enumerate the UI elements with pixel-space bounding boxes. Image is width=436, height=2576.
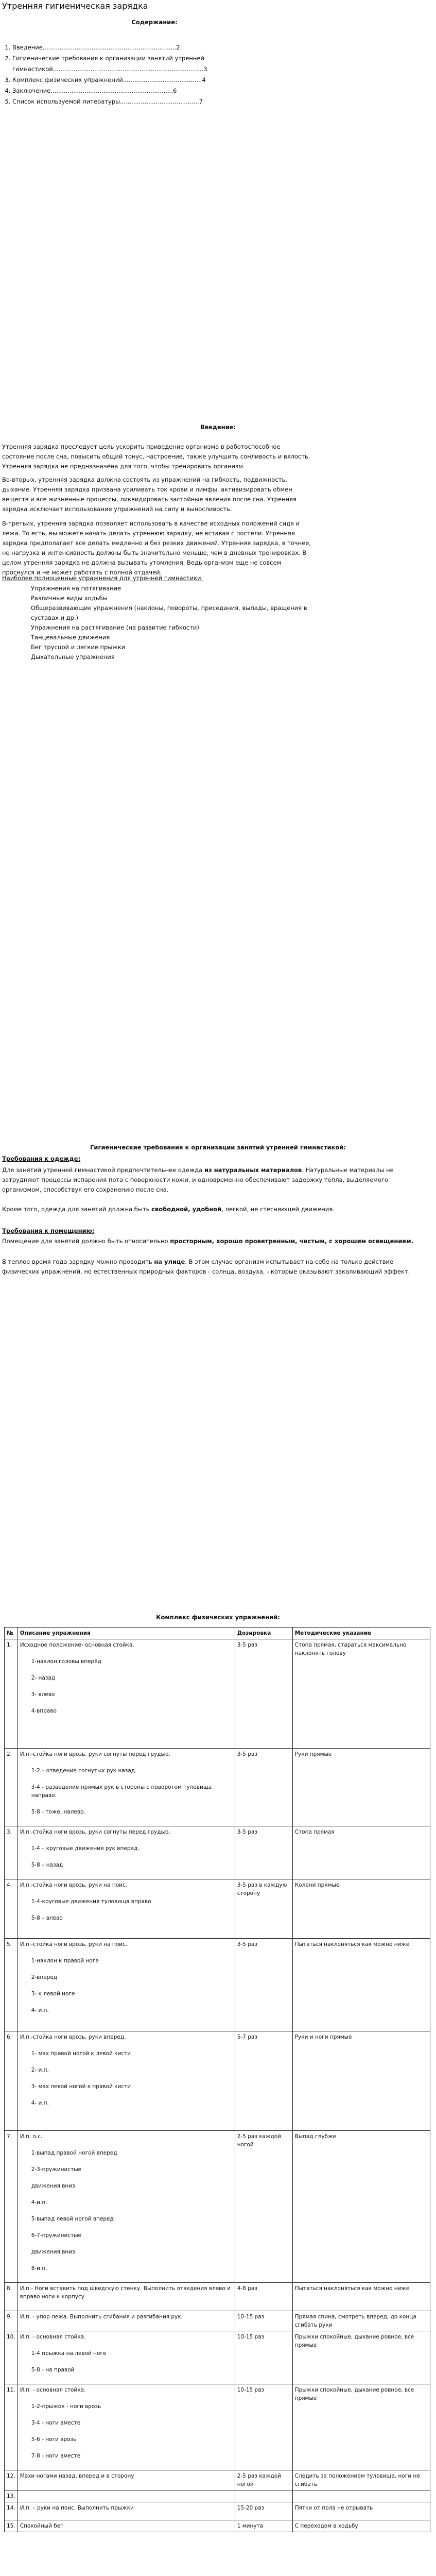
toc-list [4, 42, 311, 107]
row-notes: Руки прямые [292, 1749, 430, 1826]
exercise-list-item: Танцевальные движения [31, 634, 110, 641]
exercise-list-item: Дыхательные упражнения [31, 653, 115, 660]
intro-heading: Введение: [200, 423, 236, 431]
exercise-list-heading: Наиболее полноценные упражнения для утренней гимнастики: [2, 574, 203, 582]
header-dosage: Дозировка [235, 1628, 292, 1639]
row-number: 5. [5, 1939, 18, 2031]
toc-item[interactable]: 3. Комплекс физических упражнений..........................................4 [12, 75, 311, 86]
description-line: 5-8 – назад [31, 1862, 63, 1868]
table-row [5, 1826, 430, 1879]
row-number: 6. [5, 2031, 18, 2131]
row-description [18, 1939, 235, 2031]
description-line: 1-2-прыжок - ноги врозь [31, 2403, 101, 2410]
row-number: 11. [5, 2384, 18, 2470]
row-description [18, 2502, 235, 2520]
description-line: 1-наклон к правой ноге [31, 1958, 99, 1964]
row-dosage: 3-5 раз в каждую сторону [235, 1879, 292, 1939]
description-line: И.п. - основная стойка. [20, 2387, 86, 2393]
description-line: 1-выпад правой ногой вперед [31, 2150, 117, 2156]
table-row [5, 2384, 430, 2470]
row-description [18, 2470, 235, 2490]
intro-paragraph-3: В-третьих, утренняя зарядка позволяет использовать в качестве исходных положений сидя и лежа. То есть, вы можете начать делать утреннюю зарядку, не вставая с постели. Утренняя зарядка предполагает все делать медленно и без резких движений. Утренняя зарядка, в точнее, не нагрузка и интенсивность должны быть значительно меньше, чем в дневных тренировках. В целом утренняя зарядка не должна вызывать утомления. Ведь организм еще не совсем проснулся и не может работать с полной отдачей. [2, 520, 311, 576]
row-dosage: 4-8 раз [235, 2283, 292, 2311]
row-number: 8. [5, 2283, 18, 2311]
row-description [18, 2311, 235, 2331]
table-row [5, 2131, 430, 2283]
description-line: 6-7-пружинистые [31, 2232, 81, 2239]
description-line: Исходное положение- основная стойка. [20, 1642, 134, 1648]
row-dosage: 3-5 раз [235, 1749, 292, 1826]
description-line: И.п.-стойка ноги врозь, руки согнуты перед грудью. [20, 1751, 170, 1757]
row-description [18, 1826, 235, 1879]
row-notes: Выпад глубже [292, 2131, 430, 2283]
description-line: И.п.-стойка ноги врозь, руки на поис. [20, 1941, 128, 1947]
row-dosage: 3-5 раз [235, 1826, 292, 1879]
description-line: Махи ногами назад, вперед и в сторону [20, 2473, 134, 2479]
table-row [5, 2311, 430, 2331]
description-line: движения вниз [31, 2183, 75, 2189]
exercise-list [2, 584, 311, 662]
toc-heading: Содержание: [131, 19, 178, 26]
row-notes: Стопа прямая [292, 1826, 430, 1879]
description-line: 5-8 – влево [31, 1915, 63, 1921]
row-notes: С переходом в ходьбу [292, 2520, 430, 2532]
exercise-list-item: Упражнения на растягивание (на развитие гибкости) [31, 624, 199, 631]
description-line: 7-8 - ноги вместе [31, 2453, 81, 2459]
table-row [5, 2283, 430, 2311]
row-number: 3. [5, 1826, 18, 1879]
description-line: 3- к левой ноге [31, 1991, 75, 1997]
row-number: 4. [5, 1879, 18, 1939]
row-dosage: 15-20 раз [235, 2502, 292, 2520]
table-row [5, 1939, 430, 2031]
row-dosage: 10-15 раз [235, 2331, 292, 2384]
row-notes: Стопа прямая, стараться максимально наклонять голову [292, 1639, 430, 1749]
description-line: 2-вперед [31, 1974, 58, 1980]
table-row [5, 2490, 430, 2502]
table-row [5, 2031, 430, 2131]
row-number: 1. [5, 1639, 18, 1749]
clothing-section-title: Требования к одежде: [2, 1155, 81, 1162]
description-line: 5-8 - тоже, налево. [31, 1809, 85, 1815]
description-line: И.п. - упор лежа. Выполнить сгибания и разгибания рук. [20, 2314, 183, 2320]
table-row [5, 2520, 430, 2532]
row-dosage: 3-5 раз [235, 1939, 292, 2031]
clothing-paragraph-1: Для занятий утренней гимнастикой предпочтительнее одежда из натуральных материалов. Натуральные материалы не затрудняют процессы испарения пота с поверхности кожи, и одновременно обеспечивают задержку тепла, выделяемого организмом, способствуя его сохранению после сна. [2, 1166, 394, 1193]
row-description [18, 1639, 235, 1749]
table-row [5, 1639, 430, 1749]
table-row [5, 1879, 430, 1939]
row-description [18, 2490, 235, 2502]
description-line: 8-и.п. [31, 2265, 47, 2272]
description-line: И.п. – руки на поис. Выполнить прыжки [20, 2505, 134, 2511]
row-description [18, 2131, 235, 2283]
row-description [18, 2031, 235, 2131]
document-title: Утренняя гигиеническая зарядка [2, 1, 148, 11]
header-number: № [5, 1628, 18, 1639]
toc-item[interactable]: 1. Введение.......................................................................2 [12, 42, 311, 53]
room-paragraph-2: В теплое время года зарядку можно проводить на улице. В этом случае организм испытывает на себе на только действие физических упражнений, но естественных природных факторов - солнца, воздуха, - которые оказывают закаливающий эффект. [2, 1258, 410, 1275]
row-dosage: 5-7 раз [235, 2031, 292, 2131]
description-line: 5-6 - ноги врозь [31, 2436, 77, 2443]
description-line: 1-4-круговые движения туловища вправо [31, 1899, 151, 1905]
row-dosage: 1 минута [235, 2520, 292, 2532]
row-notes: Следить за положением туловища, ноги не сгибать [292, 2470, 430, 2490]
description-line: 1- мах правой ногой к левой кисти [31, 2050, 131, 2057]
description-line: 3-4 - разведение прямых рук в стороны с поворотом туловища направо. [31, 1784, 212, 1799]
description-line: И.п. о.с. [20, 2133, 43, 2140]
row-notes: Руки и ноги прямые [292, 2031, 430, 2131]
row-description [18, 1879, 235, 1939]
row-number: 12. [5, 2470, 18, 2490]
row-notes: Пытаться наклоняться как можно ниже [292, 1939, 430, 2031]
description-line: И.п.- Ноги вставить под шведскую стенку. Выполнить отведения влево и вправо ноги к корпусу [20, 2285, 231, 2300]
toc-item[interactable]: 2. Гигиенические требования к организации занятий утренней гимнастикой................................................................................3 [12, 53, 311, 75]
intro-paragraph-2: Во-вторых, утренняя зарядка должна состоять из упражнений на гибкость, подвижность, дыхание. Утренняя зарядка призвана усиливать ток крови и лимфы, активизировать обмен веществ и все жизненные процессы, ликвидировать застойные явления после сна. Утренняя зарядка исключает использование упражнений на силу и выносливость. [2, 476, 297, 513]
row-dosage: 2-5 раз каждой ногой [235, 2470, 292, 2490]
description-line: 5-8 - на правой [31, 2367, 75, 2373]
intro-paragraph-1: Утренняя зарядка преследует цель ускорить приведение организма в работоспособное состояние после сна, повысить общий тонус, настроение, также улучшить сонливость и вялость. Утренняя зарядка не предназначена для того, чтобы тренировать организм. [2, 443, 310, 470]
row-notes: Пятки от пола не отрывать [292, 2502, 430, 2520]
description-line: И.п.-стойка ноги врозь, руки на поис. [20, 1882, 128, 1888]
table-body [5, 1639, 430, 2532]
table-row [5, 2470, 430, 2490]
table-row [5, 2331, 430, 2384]
row-dosage: 3-5 раз [235, 1639, 292, 1749]
description-line: 2- назад [31, 1675, 56, 1681]
row-number: 15. [5, 2520, 18, 2532]
toc-item[interactable]: 5. Список используемой литературы..........................................7 [12, 96, 311, 107]
row-notes: Прямая спина, смотреть вперед, до конца сгибать руки [292, 2311, 430, 2331]
exercise-list-item: Общеразвивающие упражнения (наклоны, повороты, приседания, выпады, вращения в суставах и др.) [31, 604, 307, 621]
row-notes: Пытаться наклоняться как можно ниже [292, 2283, 430, 2311]
row-notes [292, 2490, 430, 2502]
description-line: 4-вправо [31, 1708, 57, 1714]
description-line: И.п. - основная стойка. [20, 2334, 86, 2340]
description-line: 4- и.п. [31, 2100, 49, 2106]
exercise-table [4, 1627, 430, 2532]
row-number: 13. [5, 2490, 18, 2502]
row-dosage: 2-5 раз каждой ногой [235, 2131, 292, 2283]
row-number: 7. [5, 2131, 18, 2283]
description-line: 1-наклон головы вперёд [31, 1658, 101, 1665]
description-line: 2-3-пружинистые [31, 2166, 81, 2173]
row-dosage: 10-15 раз [235, 2384, 292, 2470]
clothing-paragraph-2: Кроме того, одежда для занятий должна быть свободной, удобной, легкой, не стесняющей движения. [2, 1206, 335, 1213]
description-line: 4- и.п. [31, 2007, 49, 2013]
description-line: 1-4 прыжка на левой ноге [31, 2350, 107, 2357]
description-line: И.п.-стойка ноги врозь, руки вперед. [20, 2034, 126, 2040]
description-line: 3- влево [31, 1691, 55, 1698]
description-line: 4-и.п. [31, 2199, 47, 2206]
description-line: 5-выпад левой ногой вперед [31, 2216, 114, 2222]
table-heading: Комплекс физических упражнений: [156, 1614, 280, 1621]
description-line: 3- мах левой ногой к правой кисти [31, 2083, 131, 2090]
toc-item[interactable]: 4. Заключение.................................................................6 [12, 86, 311, 96]
table-header-row [5, 1628, 430, 1639]
row-description [18, 2520, 235, 2532]
row-notes: Колени прямые [292, 1879, 430, 1939]
row-description [18, 1749, 235, 1826]
exercise-list-item: Упражнения на потягивание [31, 585, 121, 592]
room-section-title: Требования к помещению: [2, 1227, 95, 1234]
table-row [5, 1749, 430, 1826]
row-description [18, 2331, 235, 2384]
row-description [18, 2283, 235, 2311]
row-number: 2. [5, 1749, 18, 1826]
row-number: 9. [5, 2311, 18, 2331]
row-description [18, 2384, 235, 2470]
row-number: 14. [5, 2502, 18, 2520]
row-notes: Прыжки спокойные, дыхание ровное, все прямые [292, 2384, 430, 2470]
table-row [5, 2502, 430, 2520]
description-line: движения вниз [31, 2249, 75, 2255]
description-line: 2- и.п. [31, 2067, 49, 2073]
row-dosage: 10-15 раз [235, 2311, 292, 2331]
description-line: 1-2 – отведение согнутых рук назад. [31, 1768, 137, 1774]
exercise-list-item: Различные виды ходьбы [31, 595, 108, 602]
description-line: И.п.-стойка ноги врозь, руки согнуты перед грудью. [20, 1829, 170, 1835]
requirements-heading: Гигиенические требования к организации занятий утренней гимнастикой: [90, 1144, 346, 1151]
header-description: Описание упражнения [18, 1628, 235, 1639]
header-notes: Методические указание [292, 1628, 430, 1639]
row-dosage [235, 2490, 292, 2502]
exercise-list-item: Бег трусцой и легкие прыжки [31, 643, 126, 651]
description-line: Спокойный бег [20, 2523, 63, 2529]
row-number: 10. [5, 2331, 18, 2384]
description-line: 1-4 – круговые движения рук вперед. [31, 1845, 139, 1852]
description-line: 3-4 - ноги вместе [31, 2420, 81, 2426]
room-paragraph-1: Помещение для занятий должно быть относительно просторным, хорошо проветренным, чистым, с хорошим освещением. [2, 1238, 413, 1245]
row-notes: Прыжки спокойные, дыхание ровное, все прямые [292, 2331, 430, 2384]
